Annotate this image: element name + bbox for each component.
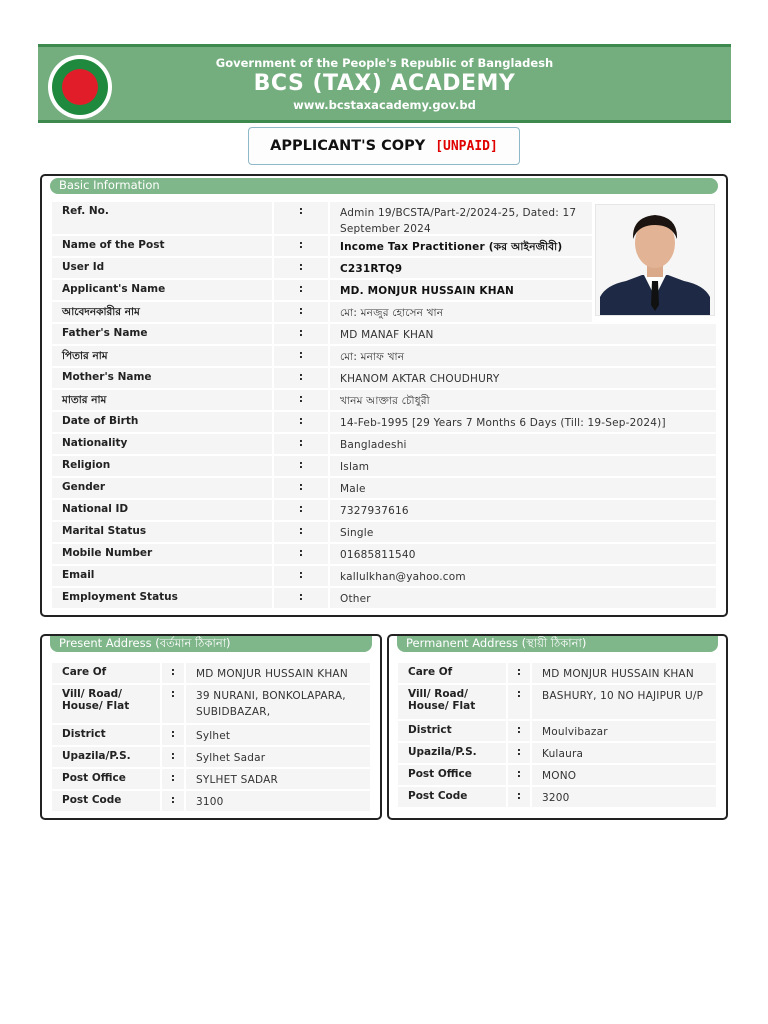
field-separator: : (274, 544, 328, 564)
field-label: Ref. No. (52, 202, 272, 234)
field-separator: : (274, 280, 328, 300)
table-row (52, 456, 718, 476)
field-value: MD MONJUR HUSSAIN KHAN (532, 663, 716, 683)
field-separator: : (508, 765, 530, 785)
table-row (52, 302, 594, 322)
table-row (398, 685, 718, 719)
table-row (52, 663, 372, 683)
field-label: Date of Birth (52, 412, 272, 432)
table-row (52, 202, 594, 234)
table-row (398, 743, 718, 763)
field-separator: : (508, 685, 530, 719)
field-separator: : (508, 787, 530, 807)
table-row (52, 725, 372, 745)
permanent-address-title: Permanent Address (স্থায়ী ঠিকানা) (397, 636, 718, 652)
table-row (52, 390, 718, 410)
field-value: Moulvibazar (532, 721, 716, 741)
field-separator: : (274, 202, 328, 234)
applicant-copy-box (248, 127, 520, 165)
field-label: Vill/ Road/ House/ Flat (398, 685, 506, 719)
field-label: Post Office (398, 765, 506, 785)
field-value: 3200 (532, 787, 716, 807)
field-label: National ID (52, 500, 272, 520)
field-separator: : (274, 258, 328, 278)
field-label: District (398, 721, 506, 741)
academy-title: BCS (TAX) ACADEMY (253, 71, 516, 96)
field-separator: : (162, 791, 184, 811)
field-value: MONO (532, 765, 716, 785)
table-row (52, 588, 718, 608)
field-label: Post Code (398, 787, 506, 807)
field-label: Vill/ Road/ House/ Flat (52, 685, 160, 723)
field-value: MD MANAF KHAN (330, 324, 716, 344)
field-separator: : (274, 390, 328, 410)
field-value: Kulaura (532, 743, 716, 763)
field-value: kallulkhan@yahoo.com (330, 566, 716, 586)
table-row (52, 434, 718, 454)
table-row (52, 258, 594, 278)
table-row (52, 478, 718, 498)
field-separator: : (162, 747, 184, 767)
field-value: BASHURY, 10 NO HAJIPUR U/P (532, 685, 716, 719)
field-separator: : (508, 721, 530, 741)
field-separator: : (274, 434, 328, 454)
field-separator: : (508, 743, 530, 763)
field-label: Upazila/P.S. (398, 743, 506, 763)
table-row (52, 566, 718, 586)
field-separator: : (162, 769, 184, 789)
table-row (52, 412, 718, 432)
academy-website: www.bcstaxacademy.gov.bd (293, 98, 476, 112)
field-value: KHANOM AKTAR CHOUDHURY (330, 368, 716, 388)
applicant-copy-label: APPLICANT'S COPY (270, 138, 426, 154)
field-separator: : (274, 346, 328, 366)
table-row (398, 663, 718, 683)
table-row (398, 787, 718, 807)
basic-information-title: Basic Information (50, 178, 718, 194)
field-value: 01685811540 (330, 544, 716, 564)
field-label: Employment Status (52, 588, 272, 608)
table-row (52, 769, 372, 789)
field-label: District (52, 725, 160, 745)
applicant-avatar-icon (596, 205, 714, 315)
field-label: Nationality (52, 434, 272, 454)
field-value: Income Tax Practitioner (কর আইনজীবী) (330, 236, 592, 256)
field-value: Admin 19/BCSTA/Part-2/2024-25, Dated: 17 September 2024 (330, 202, 592, 234)
field-value: MD. MONJUR HUSSAIN KHAN (330, 280, 592, 300)
field-label: Applicant's Name (52, 280, 272, 300)
field-label: Religion (52, 456, 272, 476)
field-separator: : (508, 663, 530, 683)
field-label: Post Code (52, 791, 160, 811)
table-row (398, 765, 718, 785)
field-separator: : (274, 302, 328, 322)
table-row (52, 500, 718, 520)
field-value: Islam (330, 456, 716, 476)
field-separator: : (162, 685, 184, 723)
government-name: Government of the People's Republic of Bangladesh (215, 56, 554, 70)
present-address-title: Present Address (বর্তমান ঠিকানা) (50, 636, 372, 652)
field-value: SYLHET SADAR (186, 769, 370, 789)
field-separator: : (274, 324, 328, 344)
table-row (52, 791, 372, 811)
table-row (52, 544, 718, 564)
table-row (52, 280, 594, 300)
field-separator: : (274, 412, 328, 432)
field-value: C231RTQ9 (330, 258, 592, 278)
field-label: আবেদনকারীর নাম (52, 302, 272, 322)
field-separator: : (274, 478, 328, 498)
table-row (52, 685, 372, 723)
field-value: খানম আক্তার চৌধুরী (330, 390, 716, 410)
field-value: MD MONJUR HUSSAIN KHAN (186, 663, 370, 683)
field-separator: : (274, 500, 328, 520)
field-label: মাতার নাম (52, 390, 272, 410)
field-separator: : (162, 725, 184, 745)
payment-status-badge: [UNPAID] (435, 138, 498, 154)
applicant-photo (595, 204, 715, 316)
field-label: Name of the Post (52, 236, 272, 256)
field-label: Email (52, 566, 272, 586)
field-value: Sylhet Sadar (186, 747, 370, 767)
table-row (52, 236, 594, 256)
field-label: Post Office (52, 769, 160, 789)
field-value: 39 NURANI, BONKOLAPARA, SUBIDBAZAR, (186, 685, 370, 723)
field-label: Mother's Name (52, 368, 272, 388)
field-label: পিতার নাম (52, 346, 272, 366)
field-value: Other (330, 588, 716, 608)
field-label: Mobile Number (52, 544, 272, 564)
field-separator: : (274, 522, 328, 542)
field-label: User Id (52, 258, 272, 278)
field-separator: : (274, 368, 328, 388)
field-value: Male (330, 478, 716, 498)
field-value: মো: মনজুর হোসেন খান (330, 302, 592, 322)
field-label: Upazila/P.S. (52, 747, 160, 767)
field-value: 14-Feb-1995 [29 Years 7 Months 6 Days (Till: 19-Sep-2024)] (330, 412, 716, 432)
field-value: মো: মনাফ খান (330, 346, 716, 366)
table-row (398, 721, 718, 741)
page-header (38, 44, 731, 123)
table-row (52, 346, 718, 366)
field-label: Care Of (398, 663, 506, 683)
field-value: 3100 (186, 791, 370, 811)
field-separator: : (274, 566, 328, 586)
table-row (52, 522, 718, 542)
field-separator: : (274, 456, 328, 476)
field-value: 7327937616 (330, 500, 716, 520)
field-separator: : (162, 663, 184, 683)
field-value: Single (330, 522, 716, 542)
table-row (52, 324, 718, 344)
field-label: Care Of (52, 663, 160, 683)
field-label: Gender (52, 478, 272, 498)
table-row (52, 368, 718, 388)
field-separator: : (274, 236, 328, 256)
field-label: Father's Name (52, 324, 272, 344)
field-value: Bangladeshi (330, 434, 716, 454)
field-label: Marital Status (52, 522, 272, 542)
field-separator: : (274, 588, 328, 608)
table-row (52, 747, 372, 767)
field-value: Sylhet (186, 725, 370, 745)
